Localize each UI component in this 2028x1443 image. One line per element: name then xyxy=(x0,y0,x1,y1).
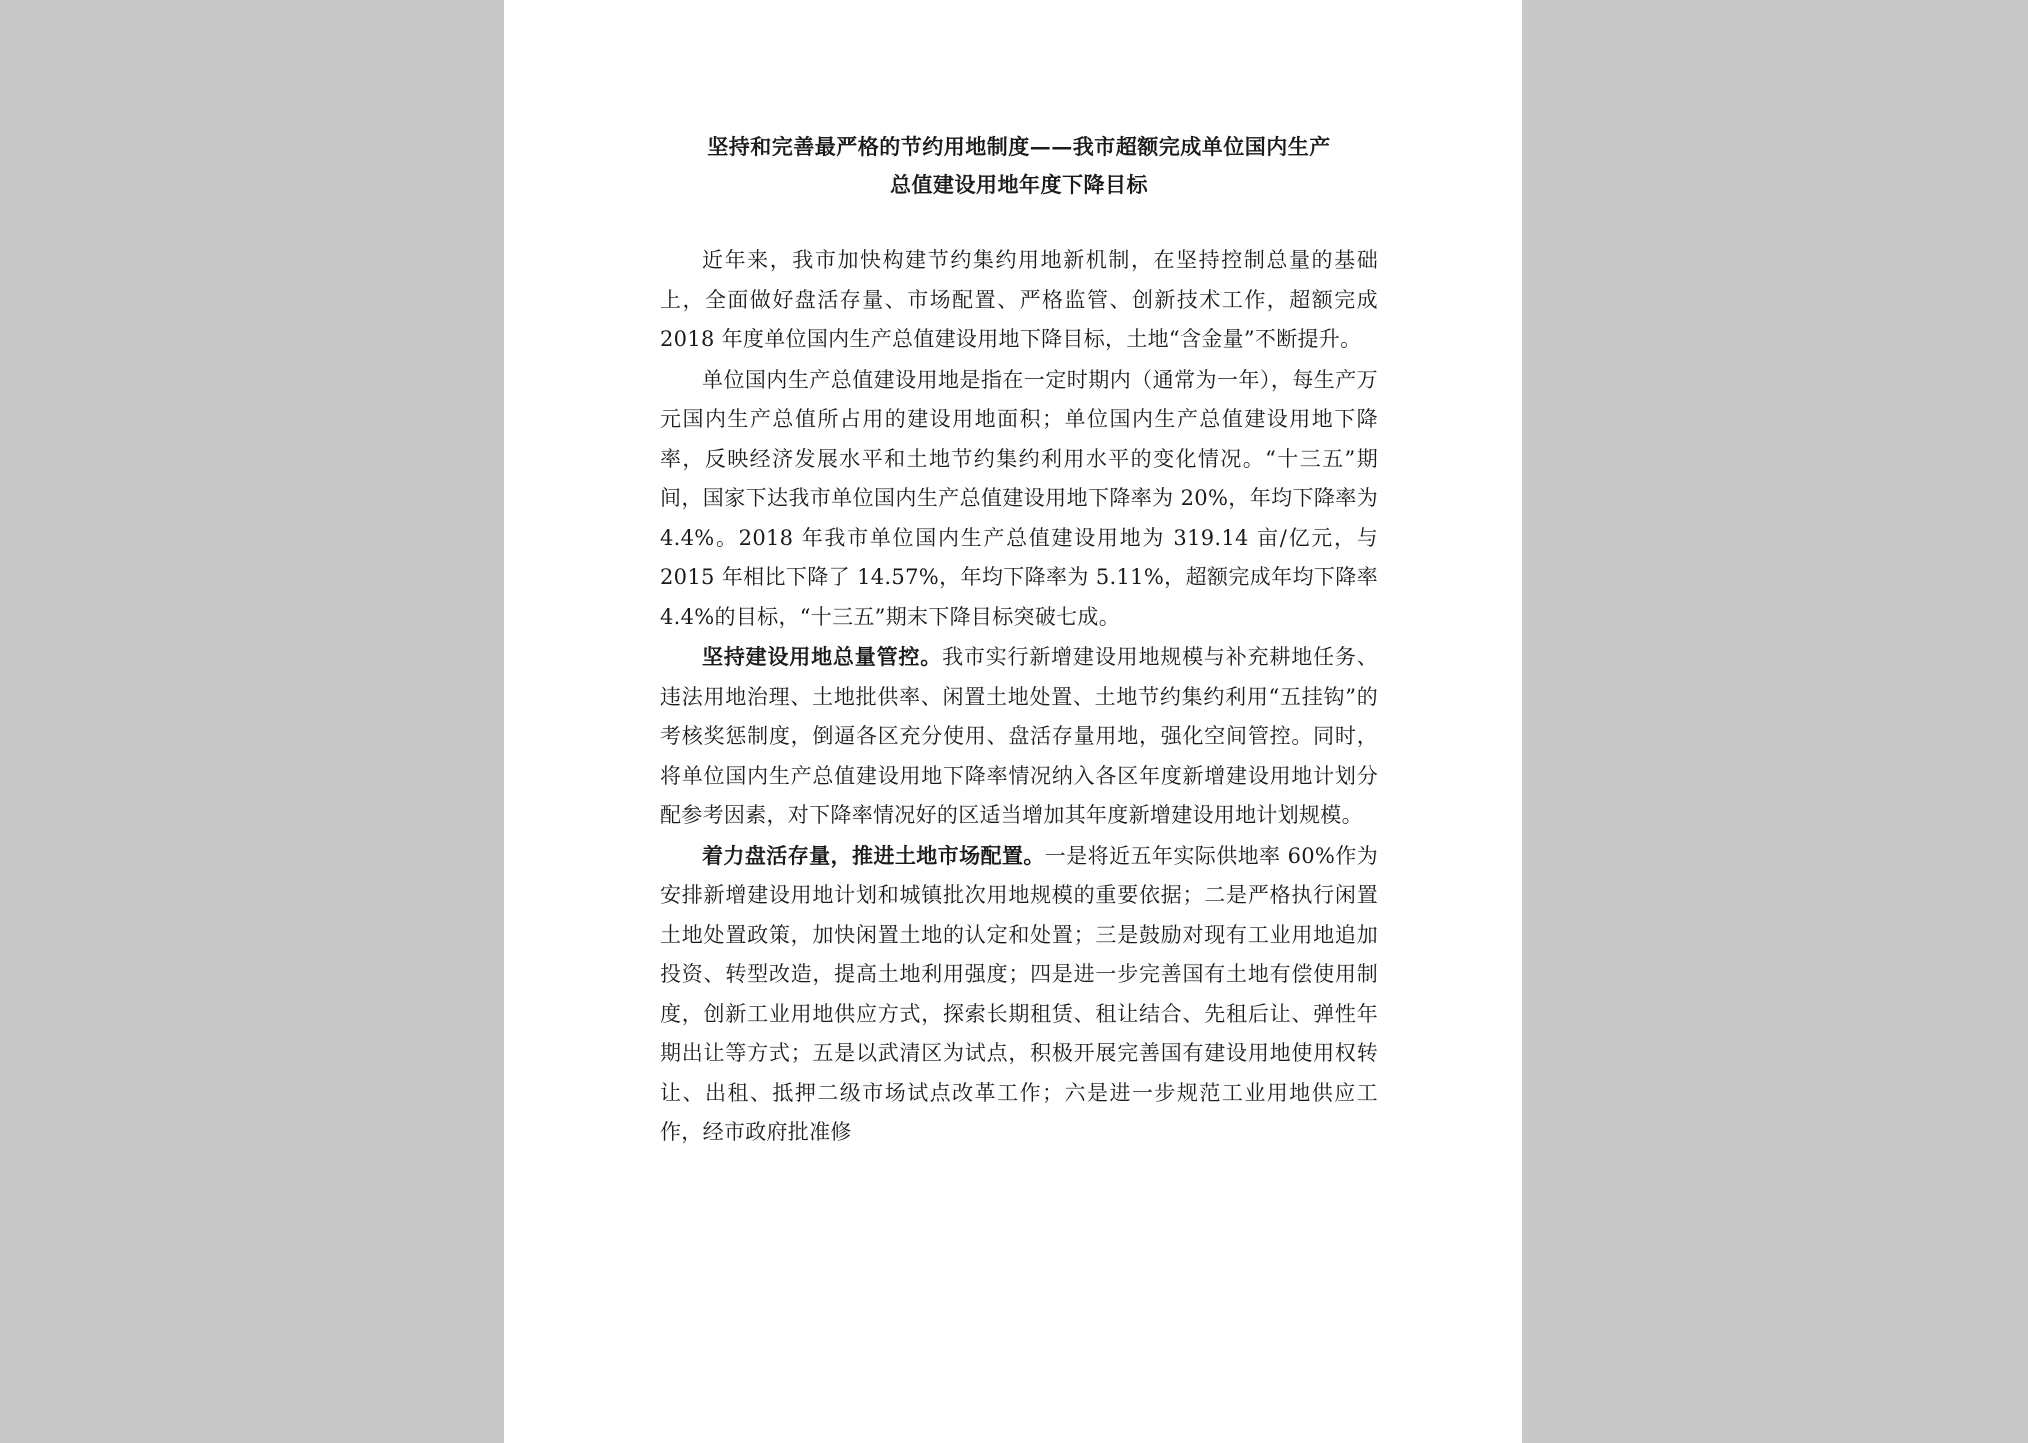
paragraph-1 xyxy=(660,240,1378,360)
document-content xyxy=(660,128,1378,1153)
title-line-1: 坚持和完善最严格的节约用地制度——我市超额完成单位国内生产 xyxy=(707,134,1331,159)
paragraph-lead: 坚持建设用地总量管控。 xyxy=(702,644,943,669)
title-line-2: 总值建设用地年度下降目标 xyxy=(890,172,1148,197)
paragraph-text: 一是将近五年实际供地率 60%作为安排新增建设用地计划和城镇批次用地规模的重要依据；二是严格执行闲置土地处置政策，加快闲置土地的认定和处置；三是鼓励对现有工业用地追加投资、转型改造，提高土地利用强度；四是进一步完善国有土地有偿使用制度，创新工业用地供应方式，探索长期租赁、租让结合、先租后让、弹性年期出让等方式；五是以武清区为试点，积极开展完善国有建设用地使用权转让、出租、抵押二级市场试点改革工作；六是进一步规范工业用地供应工作，经市政府批准修 xyxy=(660,843,1378,1144)
paragraph-text: 我市实行新增建设用地规模与补充耕地任务、违法用地治理、土地批供率、闲置土地处置、土地节约集约利用“五挂钩”的考核奖惩制度，倒逼各区充分使用、盘活存量用地，强化空间管控。同时，将单位国内生产总值建设用地下降率情况纳入各区年度新增建设用地计划分配参考因素，对下降率情况好的区适当增加其年度新增建设用地计划规模。 xyxy=(660,645,1378,827)
paragraph-text: 单位国内生产总值建设用地是指在一定时期内（通常为一年），每生产万元国内生产总值所占用的建设用地面积；单位国内生产总值建设用地下降率，反映经济发展水平和土地节约集约利用水平的变化情况。“十三五”期间，国家下达我市单位国内生产总值建设用地下降率为 20%，年均下降率为 4.4%。2018 年我市单位国内生产总值建设用地为 319.14 亩/亿元，与 2015 年相比下降了 14.57%，年均下降率为 5.11%，超额完成年均下降率 4.4%的目标，“十三五”期末下降目标突破七成。 xyxy=(660,367,1378,629)
paragraph-text: 近年来，我市加快构建节约集约用地新机制，在坚持控制总量的基础上，全面做好盘活存量、市场配置、严格监管、创新技术工作，超额完成 2018 年度单位国内生产总值建设用地下降目标，土地“含金量”不断提升。 xyxy=(660,248,1378,351)
paragraph-4 xyxy=(660,836,1378,1153)
paragraph-lead: 着力盘活存量，推进土地市场配置。 xyxy=(702,842,1045,868)
document-page xyxy=(504,0,1522,1443)
paragraph-3 xyxy=(660,637,1378,836)
paragraph-2 xyxy=(660,360,1378,638)
document-title xyxy=(660,128,1378,204)
